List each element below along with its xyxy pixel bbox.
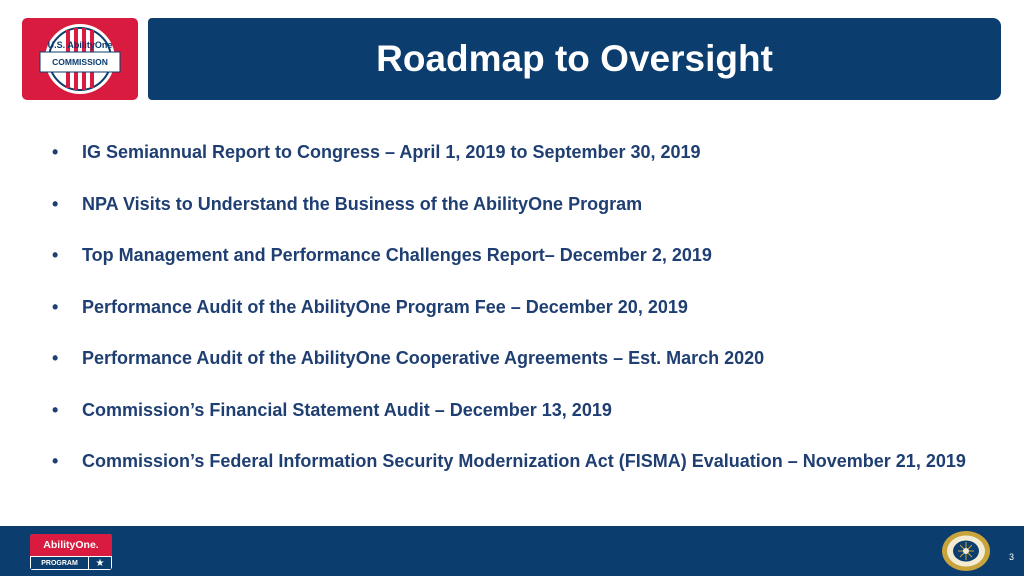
bullet-text: Commission’s Financial Statement Audit – December 13, 2019 — [82, 399, 612, 420]
bullet-icon: • — [52, 348, 59, 368]
oig-seal-icon — [940, 530, 992, 572]
logo-line1: U.S. AbilityOne — [47, 40, 113, 50]
bullet-text: Top Management and Performance Challenges Report– December 2, 2019 — [82, 245, 712, 265]
bullet-icon: • — [52, 142, 59, 162]
logo-line2: COMMISSION — [52, 57, 108, 67]
bullet-text: Performance Audit of the AbilityOne Program Fee – December 20, 2019 — [82, 296, 688, 317]
page-title: Roadmap to Oversight — [376, 38, 773, 79]
bullet-text: NPA Visits to Understand the Business of the AbilityOne Program — [82, 193, 643, 214]
star-icon: ★ — [89, 557, 111, 569]
bullet-item — [50, 398, 980, 422]
footer-bar — [0, 526, 1024, 576]
bullet-text: Performance Audit of the AbilityOne Cooperative Agreements – Est. March 2020 — [82, 348, 765, 368]
bullet-icon: • — [52, 245, 59, 265]
bullet-item — [50, 295, 980, 319]
bullet-item — [50, 449, 980, 473]
bullet-item — [50, 140, 980, 164]
bullet-text: IG Semiannual Report to Congress – April 1, 2019 to September 30, 2019 — [82, 142, 701, 162]
title-bar — [148, 18, 1001, 100]
bullet-item — [50, 346, 980, 370]
abilityone-program-logo — [30, 534, 112, 570]
bullet-icon: • — [52, 399, 59, 420]
bullet-text: Commission’s Federal Information Security Modernization Act (FISMA) Evaluation – November 21, 2019 — [82, 451, 966, 471]
bullet-item — [50, 243, 980, 267]
footer-logo-bottom: PROGRAM — [31, 557, 88, 569]
page-number: 3 — [1008, 552, 1014, 562]
bullet-icon: • — [52, 193, 59, 214]
commission-seal-icon — [30, 22, 130, 96]
bullet-item — [50, 192, 980, 216]
footer-logo-top: AbilityOne. — [30, 534, 112, 556]
commission-logo — [22, 18, 138, 100]
bullet-icon: • — [52, 451, 59, 471]
bullet-list — [50, 140, 980, 501]
bullet-icon: • — [52, 296, 59, 317]
